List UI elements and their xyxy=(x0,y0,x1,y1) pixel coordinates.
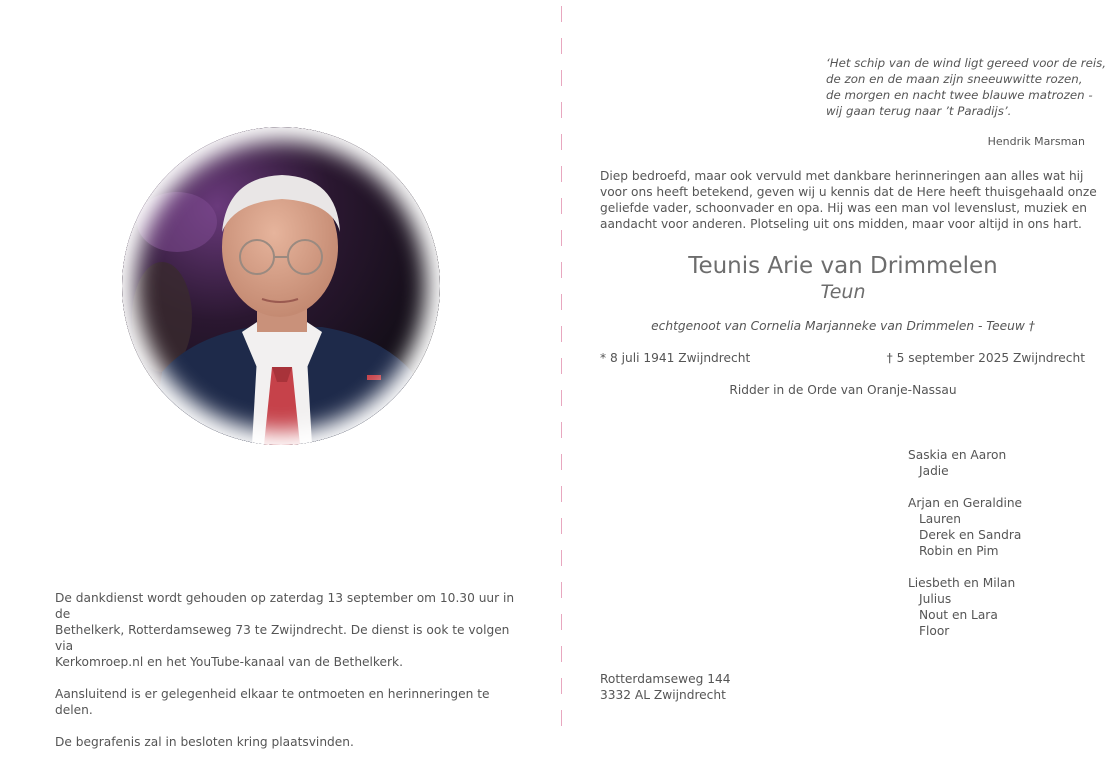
family-group xyxy=(908,495,1098,559)
family-child: Robin en Pim xyxy=(919,544,999,558)
service-info xyxy=(55,590,525,766)
poem-line: wij gaan terug naar ’t Paradijs’. xyxy=(826,104,1012,118)
family-child: Derek en Sandra xyxy=(919,528,1022,542)
family-child: Nout en Lara xyxy=(919,608,998,622)
family-parents: Liesbeth en Milan xyxy=(908,576,1016,590)
deceased-nickname: Teun xyxy=(820,281,866,303)
poem-line: de morgen en nacht twee blauwe matrozen - xyxy=(826,88,1093,102)
announcement-line: aandacht voor anderen. Plotseling uit ons midden, maar voor altijd in ons hart. xyxy=(600,217,1082,231)
family-child: Lauren xyxy=(919,512,961,526)
service-details: De dankdienst wordt gehouden op zaterdag 13 september om 10.30 uur in de Bethelkerk, Rotterdamseweg 73 te Zwijndrecht. De dienst is ook te volgen via Kerkomroep.nl en het YouTube-kanaal van de Bethelkerk. xyxy=(55,591,515,669)
honor-title: Ridder in de Orde van Oranje-Nassau xyxy=(729,383,957,397)
birth-date: * 8 juli 1941 Zwijndrecht xyxy=(600,351,751,365)
family-group xyxy=(908,447,1098,479)
portrait-photo xyxy=(122,127,440,445)
family-list xyxy=(908,447,1098,655)
correspondence-address xyxy=(600,671,731,703)
family-child: Floor xyxy=(919,624,950,638)
announcement-text xyxy=(600,168,1097,232)
deceased-name: Teunis Arie van Drimmelen xyxy=(688,253,998,279)
spouse-line: echtgenoot van Cornelia Marjanneke van Drimmelen - Teeuw † xyxy=(651,319,1035,333)
gathering-info: Aansluitend is er gelegenheid elkaar te ontmoeten en herinneringen te delen. xyxy=(55,687,490,717)
family-child: Julius xyxy=(919,592,952,606)
announcement-line: geliefde vader, schoonvader en opa. Hij was een man vol levenslust, muziek en xyxy=(600,201,1087,215)
address-street: Rotterdamseweg 144 xyxy=(600,672,731,686)
poem-author: Hendrik Marsman xyxy=(987,135,1085,148)
burial-info: De begrafenis zal in besloten kring plaatsvinden. xyxy=(55,735,354,749)
fold-divider xyxy=(561,6,562,736)
poem-line: ‘Het schip van de wind ligt gereed voor de reis, xyxy=(826,56,1107,70)
announcement-line: voor ons heeft betekend, geven wij u kennis dat de Here heeft thuisgehaald onze xyxy=(600,185,1097,199)
poem xyxy=(826,55,1107,119)
death-date: † 5 september 2025 Zwijndrecht xyxy=(886,351,1085,365)
family-group xyxy=(908,575,1098,639)
address-city: 3332 AL Zwijndrecht xyxy=(600,688,726,702)
poem-line: de zon en de maan zijn sneeuwwitte rozen, xyxy=(826,72,1083,86)
announcement-line: Diep bedroefd, maar ook vervuld met dankbare herinneringen aan alles wat hij xyxy=(600,169,1084,183)
family-parents: Arjan en Geraldine xyxy=(908,496,1023,510)
family-child: Jadie xyxy=(919,464,949,478)
family-parents: Saskia en Aaron xyxy=(908,448,1007,462)
